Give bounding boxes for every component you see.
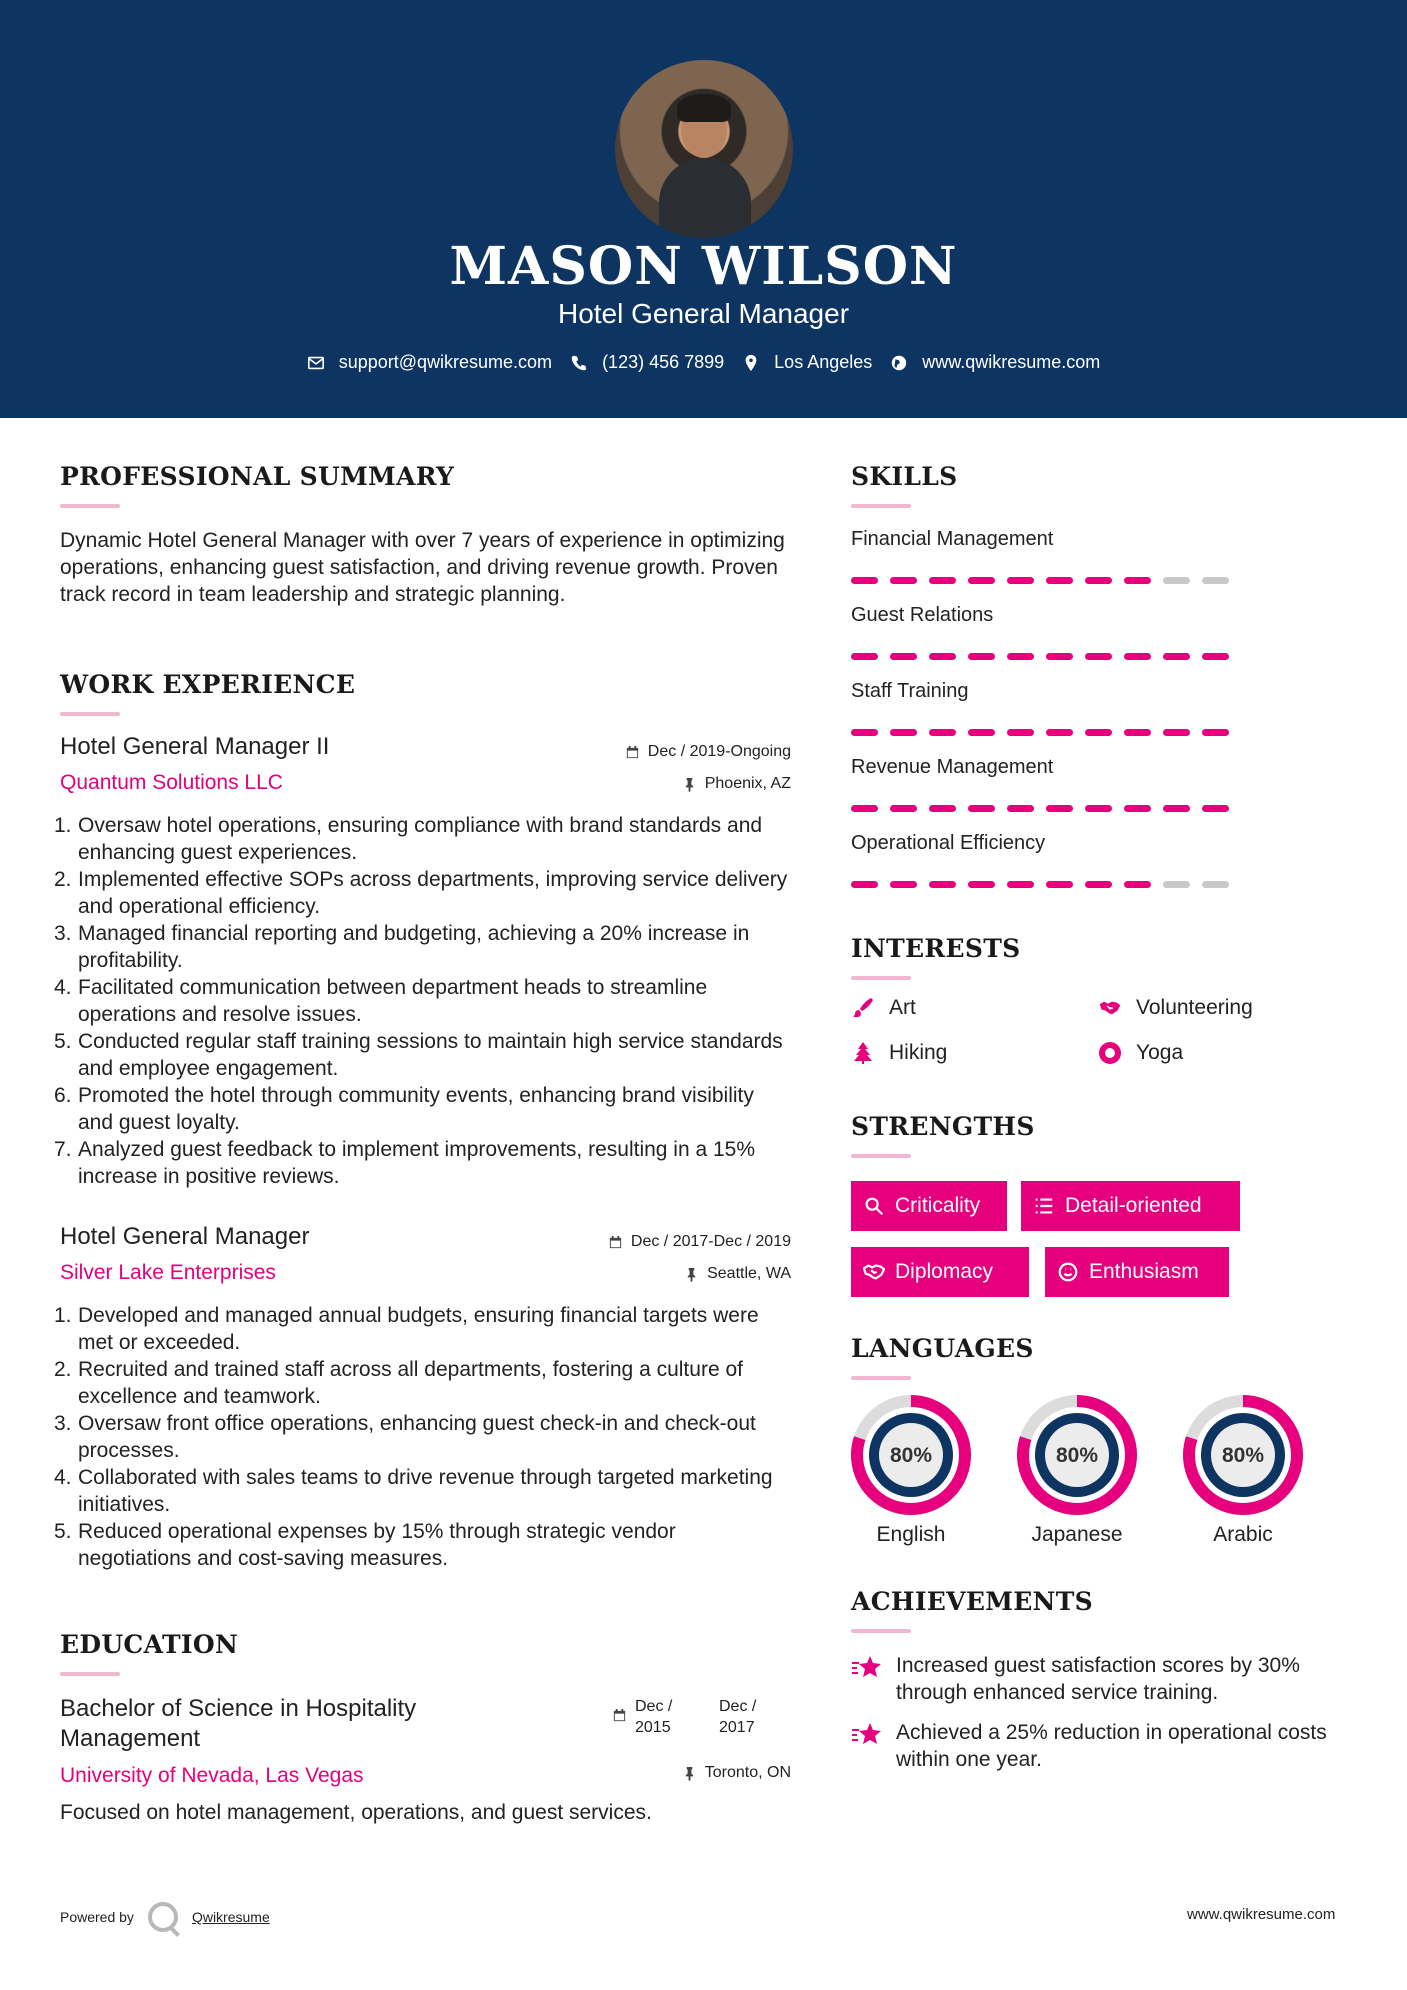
handshake-icon	[1098, 996, 1122, 1020]
skill-level-dot	[1202, 653, 1229, 660]
responsibility-item	[54, 866, 794, 920]
skill-level-dot	[968, 805, 995, 812]
language-item	[1178, 1394, 1308, 1547]
achievement-item: Increased guest satisfaction scores by 30% through enhanced service training.	[851, 1652, 1371, 1706]
responsibility-item	[54, 1356, 794, 1410]
calendar-icon	[625, 745, 640, 760]
skill-level-dot	[1085, 881, 1112, 888]
language-progress-ring	[1016, 1394, 1138, 1516]
skill-level-dot	[1202, 729, 1229, 736]
skill-level-dot	[1085, 577, 1112, 584]
skill-level-dot	[1085, 653, 1112, 660]
skill-name: Financial Management	[851, 528, 1054, 550]
contact-website[interactable]	[890, 352, 1100, 373]
school-name: University of Nevada, Las Vegas	[60, 1764, 364, 1787]
education-date-end: Dec / 2017	[719, 1698, 757, 1736]
skill-name: Staff Training	[851, 680, 969, 702]
phone-icon	[570, 354, 588, 372]
responsibility-item	[54, 1082, 794, 1136]
skill-level-dot	[890, 729, 917, 736]
education-description: Focused on hotel management, operations, and guest services.	[60, 1801, 652, 1824]
item-number: 6.	[54, 1084, 72, 1107]
responsibility-text: Reduced operational expenses by 15% through strategic vendor negotiations and cost-saving measures.	[78, 1520, 676, 1570]
handshake-icon	[863, 1261, 885, 1283]
skill-level-dot	[1202, 881, 1229, 888]
tree-icon	[851, 1041, 875, 1065]
skill-level-dot	[890, 653, 917, 660]
envelope-icon	[307, 354, 325, 372]
job-dates: Dec / 2017-Dec / 2019	[608, 1233, 791, 1251]
phone-text: (123) 456 7899	[602, 352, 725, 372]
skill-level-dot	[851, 577, 878, 584]
responsibility-text: Collaborated with sales teams to drive revenue through targeted marketing initiatives.	[78, 1466, 773, 1516]
responsibility-item	[54, 1518, 794, 1572]
skill-level-dot	[1046, 881, 1073, 888]
skill-level-meter	[851, 653, 1229, 660]
job-location: Phoenix, AZ	[682, 775, 791, 793]
skill-level-dot	[1124, 653, 1151, 660]
item-number: 3.	[54, 1412, 72, 1435]
skill-level-dot	[929, 805, 956, 812]
brand-link[interactable]: Qwikresume	[191, 1909, 270, 1925]
skill-level-dot	[1163, 805, 1190, 812]
interests-heading: INTERESTS	[851, 934, 1020, 963]
job-title: Hotel General Manager II	[60, 733, 330, 760]
candidate-name: MASON WILSON	[449, 236, 958, 297]
interest-item: Yoga	[1098, 1041, 1183, 1065]
skill-level-dot	[968, 729, 995, 736]
education-date-start: Dec / 2015	[635, 1698, 673, 1736]
skill-level-dot	[1163, 881, 1190, 888]
lifebuoy-icon	[1098, 1041, 1122, 1065]
strengths-heading: STRENGTHS	[851, 1112, 1035, 1141]
email-text: support@qwikresume.com	[338, 352, 553, 372]
education-dates	[612, 1696, 779, 1738]
item-number: 1.	[54, 814, 72, 837]
skill-level-dot	[929, 881, 956, 888]
skill-level-dot	[1202, 805, 1229, 812]
responsibility-item	[54, 1136, 794, 1190]
experience-heading: WORK EXPERIENCE	[60, 670, 355, 699]
star-icon	[851, 1654, 883, 1684]
language-name: Japanese	[1031, 1523, 1123, 1546]
star-icon	[851, 1721, 883, 1751]
skill-level-meter	[851, 881, 1229, 888]
skill-level-dot	[1124, 729, 1151, 736]
interest-item: Volunteering	[1098, 996, 1253, 1020]
skill-level-dot	[1202, 577, 1229, 584]
language-item	[846, 1394, 976, 1547]
job-responsibilities	[54, 1302, 794, 1572]
job-location: Seattle, WA	[684, 1265, 791, 1283]
skill-level-dot	[1007, 805, 1034, 812]
job-title: Hotel General Manager	[60, 1223, 310, 1250]
strength-tag: Detail-oriented	[1021, 1181, 1240, 1231]
skill-level-dot	[1124, 881, 1151, 888]
language-item	[1012, 1394, 1142, 1547]
responsibility-text: Oversaw hotel operations, ensuring compliance with brand standards and enhancing guest experiences.	[78, 814, 763, 864]
skill-level-dot	[1085, 805, 1112, 812]
footer-branding	[60, 1902, 270, 1932]
skill-level-dot	[1046, 729, 1073, 736]
responsibility-text: Analyzed guest feedback to implement improvements, resulting in a 15% increase in positive reviews.	[78, 1138, 756, 1188]
education-location: Toronto, ON	[682, 1764, 791, 1782]
skill-name: Operational Efficiency	[851, 832, 1046, 854]
responsibility-text: Developed and managed annual budgets, ensuring financial targets were met or exceeded.	[78, 1304, 759, 1354]
skill-level-dot	[1163, 653, 1190, 660]
skill-level-dot	[1163, 729, 1190, 736]
responsibility-text: Oversaw front office operations, enhancing guest check-in and check-out processes.	[78, 1412, 756, 1462]
skill-level-dot	[1085, 729, 1112, 736]
pushpin-icon	[684, 1267, 699, 1282]
item-number: 4.	[54, 976, 72, 999]
skill-level-dot	[1007, 881, 1034, 888]
skill-level-dot	[890, 881, 917, 888]
item-number: 3.	[54, 922, 72, 945]
achievements-heading: ACHIEVEMENTS	[851, 1587, 1093, 1616]
skill-level-dot	[1163, 577, 1190, 584]
item-number: 2.	[54, 1358, 72, 1381]
paintbrush-icon	[851, 996, 875, 1020]
summary-heading: PROFESSIONAL SUMMARY	[60, 462, 454, 491]
pushpin-icon	[682, 777, 697, 792]
contact-location	[742, 352, 872, 373]
responsibility-item	[54, 812, 794, 866]
strength-tag: Enthusiasm	[1045, 1247, 1229, 1297]
job-dates: Dec / 2019-Ongoing	[625, 743, 791, 761]
language-name: English	[876, 1523, 946, 1546]
skill-name: Revenue Management	[851, 756, 1054, 778]
item-number: 4.	[54, 1466, 72, 1489]
skills-heading: SKILLS	[851, 462, 958, 491]
skill-level-dot	[929, 653, 956, 660]
skill-level-dot	[968, 577, 995, 584]
skill-level-dot	[1046, 577, 1073, 584]
responsibility-item	[54, 920, 794, 974]
interest-item: Art	[851, 996, 916, 1020]
skill-level-dot	[1124, 805, 1151, 812]
skill-level-dot	[1046, 653, 1073, 660]
responsibility-item	[54, 1464, 794, 1518]
interest-item: Hiking	[851, 1041, 947, 1065]
item-number: 1.	[54, 1304, 72, 1327]
strength-tag: Criticality	[851, 1181, 1007, 1231]
skill-level-dot	[890, 805, 917, 812]
skill-name: Guest Relations	[851, 604, 994, 626]
skill-level-dot	[929, 577, 956, 584]
skill-level-dot	[851, 805, 878, 812]
achievement-item: Achieved a 25% reduction in operational costs within one year.	[851, 1719, 1371, 1773]
skill-level-dot	[851, 653, 878, 660]
company-name: Silver Lake Enterprises	[60, 1261, 276, 1284]
contact-bar	[0, 352, 1407, 373]
responsibility-text: Conducted regular staff training sessions to maintain high service standards and employee engagement.	[78, 1030, 783, 1080]
skill-level-dot	[968, 653, 995, 660]
job-responsibilities	[54, 812, 794, 1190]
list-icon	[1033, 1195, 1055, 1217]
profile-photo	[615, 60, 793, 238]
skill-level-dot	[1007, 653, 1034, 660]
responsibility-text: Recruited and trained staff across all departments, fostering a culture of excellence and teamwork.	[78, 1358, 743, 1408]
language-percent-label: 80%	[1221, 1444, 1265, 1467]
map-pin-icon	[742, 354, 760, 372]
skill-level-dot	[851, 729, 878, 736]
item-number: 5.	[54, 1030, 72, 1053]
candidate-title: Hotel General Manager	[557, 298, 850, 329]
skill-level-meter	[851, 805, 1229, 812]
languages-heading: LANGUAGES	[851, 1334, 1034, 1363]
resume-header	[0, 0, 1407, 418]
calendar-icon	[612, 1708, 627, 1723]
globe-icon	[890, 354, 908, 372]
contact-email[interactable]	[307, 352, 552, 373]
skill-level-dot	[1124, 577, 1151, 584]
skill-level-dot	[968, 881, 995, 888]
pushpin-icon	[682, 1766, 697, 1781]
company-name: Quantum Solutions LLC	[60, 771, 283, 794]
item-number: 5.	[54, 1520, 72, 1543]
responsibility-item	[54, 1410, 794, 1464]
footer-url[interactable]: www.qwikresume.com	[1187, 1906, 1336, 1923]
language-percent-label: 80%	[889, 1444, 933, 1467]
responsibility-item	[54, 974, 794, 1028]
qwikresume-logo-icon	[148, 1902, 178, 1932]
language-progress-ring	[1182, 1394, 1304, 1516]
education-heading: EDUCATION	[60, 1630, 238, 1659]
responsibility-item	[54, 1302, 794, 1356]
skill-level-dot	[890, 577, 917, 584]
degree-title: Bachelor of Science in Hospitality Management	[60, 1695, 417, 1752]
skill-level-meter	[851, 729, 1229, 736]
language-progress-ring	[850, 1394, 972, 1516]
responsibility-item	[54, 1028, 794, 1082]
calendar-icon	[608, 1235, 623, 1250]
language-name: Arabic	[1213, 1523, 1273, 1546]
language-percent-label: 80%	[1055, 1444, 1099, 1467]
contact-phone[interactable]	[570, 352, 724, 373]
responsibility-text: Managed financial reporting and budgeting, achieving a 20% increase in profitability.	[78, 922, 750, 972]
skill-level-dot	[1046, 805, 1073, 812]
skill-level-dot	[1007, 577, 1034, 584]
skill-level-dot	[929, 729, 956, 736]
smile-icon	[1057, 1261, 1079, 1283]
responsibility-text: Facilitated communication between department heads to streamline operations and resolve issues.	[78, 976, 708, 1026]
responsibility-text: Implemented effective SOPs across departments, improving service delivery and operational efficiency.	[78, 868, 788, 918]
skill-level-dot	[851, 881, 878, 888]
powered-by-text: Powered by	[60, 1909, 134, 1925]
responsibility-text: Promoted the hotel through community events, enhancing brand visibility and guest loyalty.	[78, 1084, 754, 1134]
skill-level-dot	[1007, 729, 1034, 736]
strength-tag: Diplomacy	[851, 1247, 1029, 1297]
item-number: 7.	[54, 1138, 72, 1161]
website-text: www.qwikresume.com	[922, 352, 1101, 372]
summary-text: Dynamic Hotel General Manager with over 7 years of experience in optimizing operations, enhancing guest satisfaction, and driving revenue growth. Proven track record in team leadership and strategic planning.	[60, 529, 785, 606]
search-icon	[863, 1195, 885, 1217]
item-number: 2.	[54, 868, 72, 891]
skill-level-meter	[851, 577, 1229, 584]
location-text: Los Angeles	[774, 352, 873, 372]
